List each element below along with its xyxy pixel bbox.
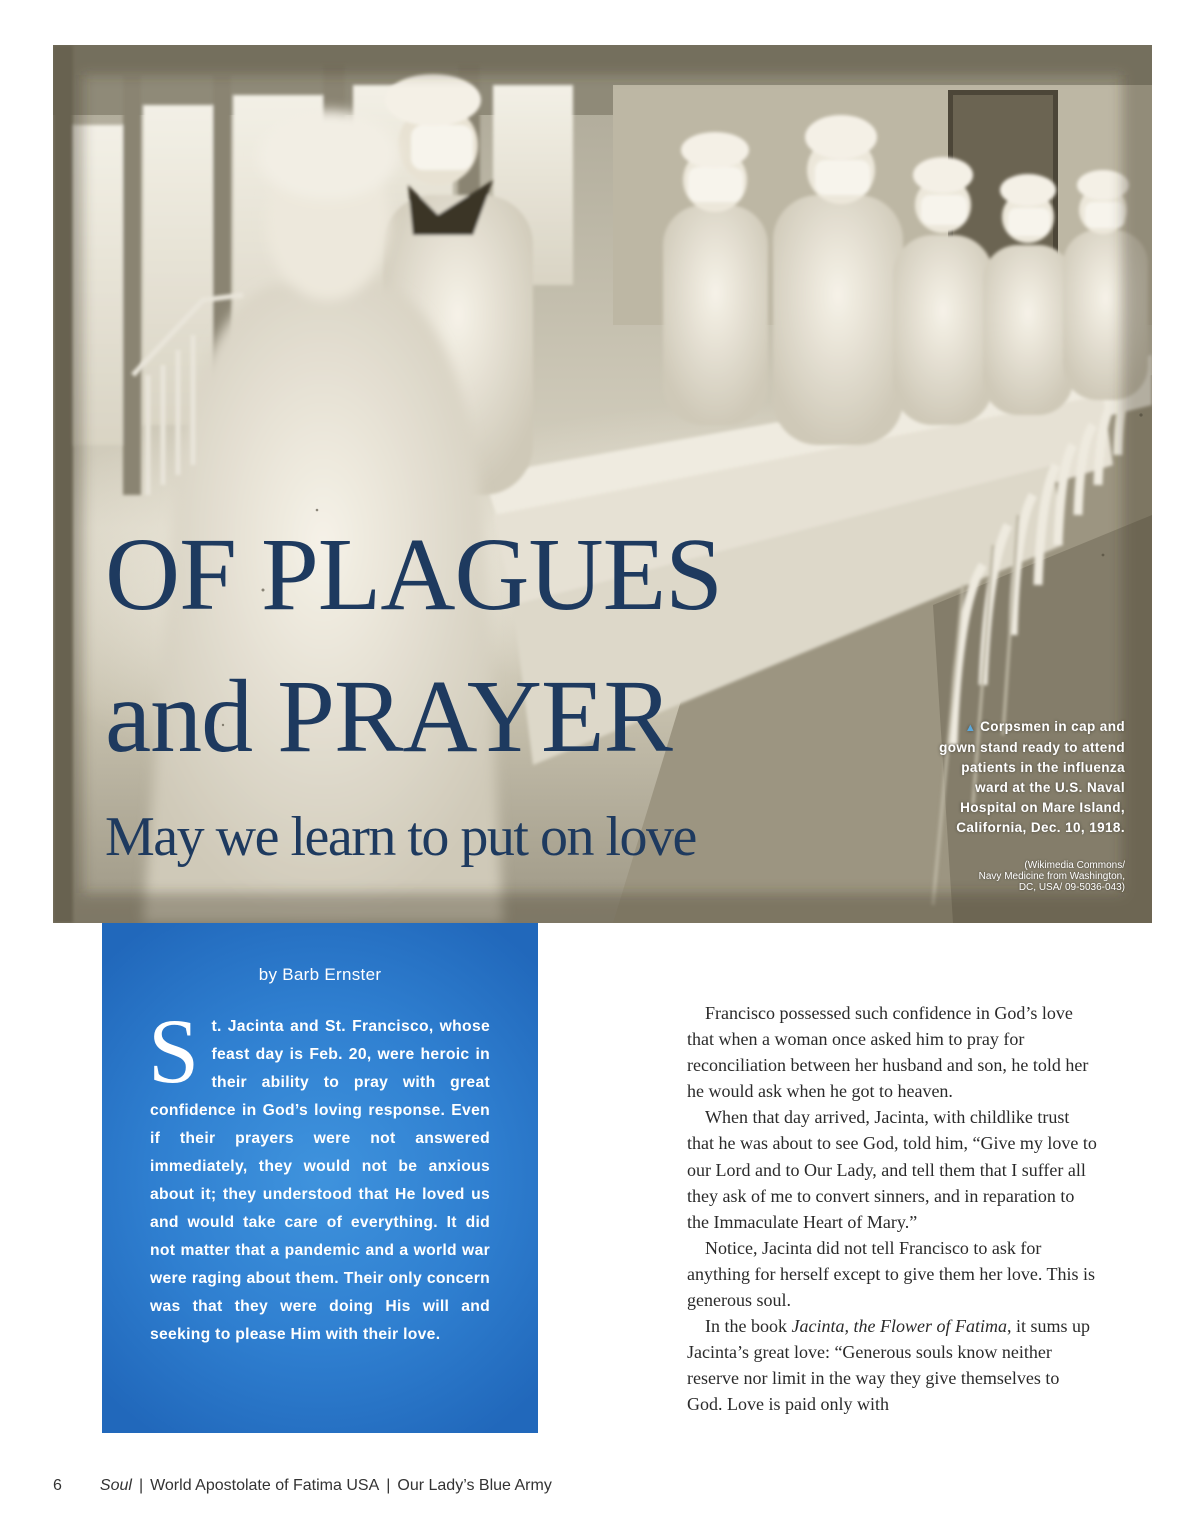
- subtitle: May we learn to put on love: [105, 806, 696, 868]
- photo-credit: [905, 860, 1125, 893]
- publisher-name: World Apostolate of Fatima USA: [150, 1477, 380, 1494]
- caption-text: Corpsmen in cap and gown stand ready to attend patients in the influenza ward at the U.S. Naval Hospital on Mare Island, California, Dec. 10, 1918.: [939, 719, 1125, 835]
- footer-separator: |: [386, 1477, 391, 1494]
- intro-text: t. Jacinta and St. Francisco, whose feast day is Feb. 20, were heroic in their ability to pray with great confidence in God’s loving response. Even if their prayers were not answered immediately, they would not be anxious about it; they understood that He loved us and would take care of everything. It did not matter that a pandemic and a world war were raging about them. Their only concern was that they were doing His will and seeking to please Him with their love.: [150, 1018, 490, 1343]
- article-paragraph: Notice, Jacinta did not tell Francisco to ask for anything for herself except to give them her love. This is generous soul.: [687, 1237, 1096, 1311]
- page-footer: [53, 1477, 552, 1495]
- book-title: Jacinta, the Flower of Fatima: [791, 1316, 1007, 1337]
- title-line-2: and PRAYER: [105, 659, 672, 774]
- title-line-1: OF PLAGUES: [105, 517, 722, 632]
- credit-line: Navy Medicine from Washington,: [978, 871, 1125, 882]
- caption-marker-icon: ▲: [964, 722, 977, 734]
- article-text: In the book: [705, 1316, 792, 1337]
- footer-separator: |: [138, 1477, 144, 1494]
- photo-caption: [925, 717, 1125, 838]
- article-text: , it sums up Jacinta’s great love: “Generous souls know neither reserve nor limit in the way they give themselves to God. Love is paid only with: [687, 1316, 1090, 1415]
- author-byline: by Barb Ernster: [258, 965, 382, 984]
- article-paragraph: When that day arrived, Jacinta, with childlike trust that he was about to see God, told him, “Give my love to our Lord and to Our Lady, and tell them that I suffer all they ask of me to convert sinners, and in reparation to the Immaculate Heart of Mary.”: [687, 1107, 1097, 1232]
- article-paragraph: Francisco possessed such confidence in God’s love that when a woman once asked him to pray for reconciliation between her husband and son, he told her he would ask when he got to heaven.: [687, 1003, 1089, 1102]
- credit-line: DC, USA/ 09-5036-043): [1018, 882, 1125, 893]
- drop-cap: S: [148, 1000, 200, 1102]
- page-number: 6: [53, 1477, 62, 1494]
- army-name: Our Lady’s Blue Army: [397, 1477, 552, 1494]
- hero-photo: [53, 45, 1152, 923]
- article-column: [687, 1000, 1097, 1418]
- credit-line: (Wikimedia Commons/: [1024, 860, 1125, 871]
- intro-sidebar: [102, 923, 538, 1433]
- article-paragraph: [687, 1313, 1097, 1417]
- intro-paragraph: [148, 1000, 490, 1349]
- magazine-name: Soul: [99, 1477, 132, 1494]
